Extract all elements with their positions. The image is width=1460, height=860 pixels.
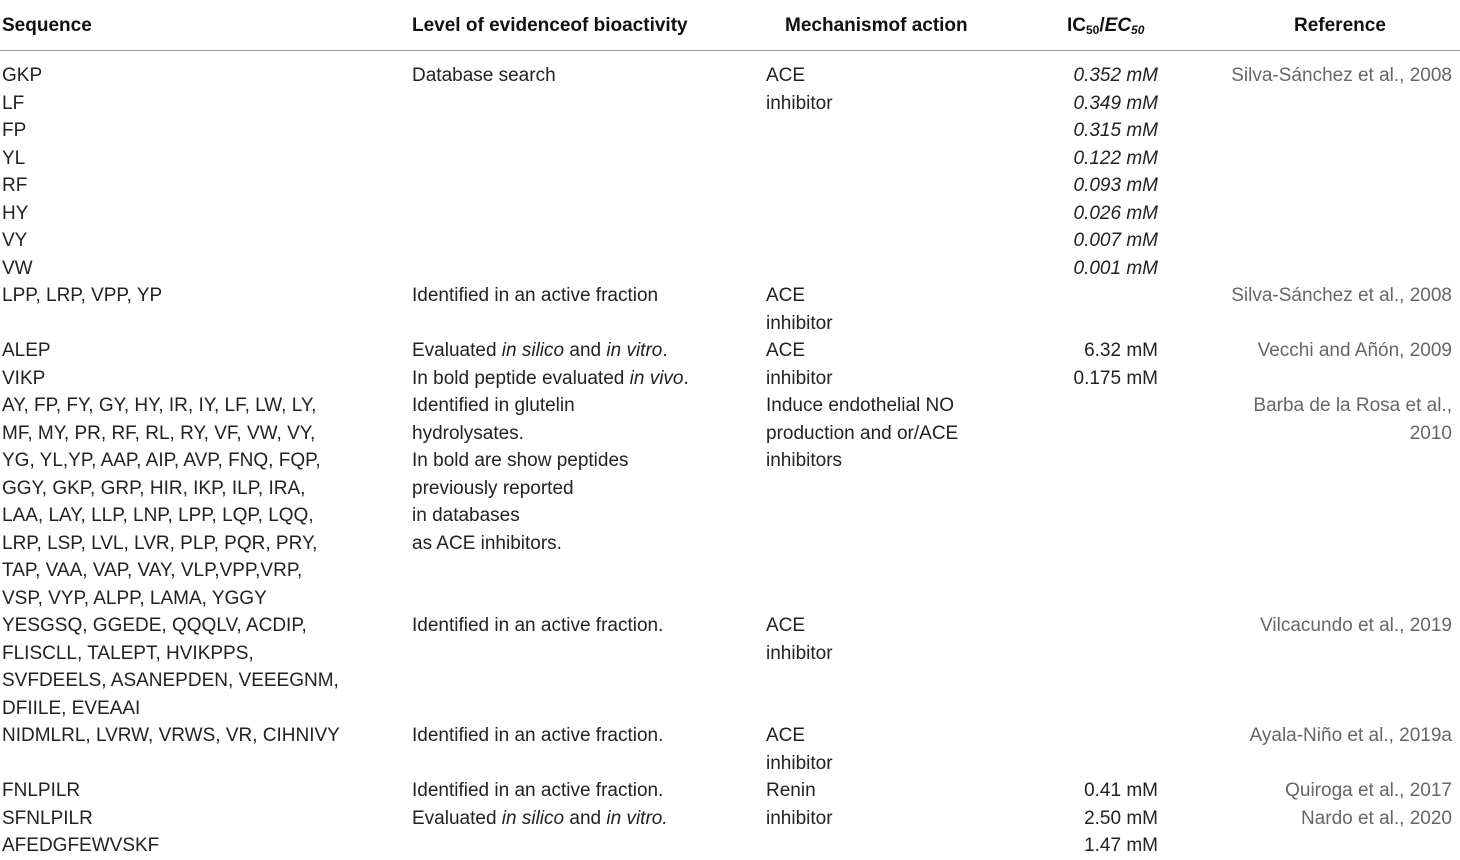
mechanism-cell: ACE xyxy=(766,65,806,86)
mechanism-cell: inhibitors xyxy=(766,450,843,471)
reference-cell: 2010 xyxy=(1409,422,1452,444)
reference-cell: Quiroga et al., 2017 xyxy=(1285,780,1452,801)
header-rule xyxy=(0,50,1460,51)
ic50-cell: 1.47 mM xyxy=(1084,835,1158,856)
text-segment: Evaluated xyxy=(412,340,502,361)
mechanism-cell: ACE xyxy=(766,615,806,636)
sequence-cell: HY xyxy=(2,202,29,224)
sequence-cell: LPP, LRP, VPP, YP xyxy=(2,285,163,306)
ic50-cell: 0.315 mM xyxy=(1073,120,1158,141)
ic50-cell: 0.001 mM xyxy=(1073,257,1158,279)
mechanism-cell: inhibitor xyxy=(766,312,833,334)
mechanism-cell: ACE xyxy=(766,285,806,306)
text-segment: and xyxy=(564,807,607,829)
evidence-cell: in databases xyxy=(412,505,520,526)
ic50-cell: 0.026 mM xyxy=(1073,202,1158,224)
mechanism-cell: inhibitor xyxy=(766,807,833,829)
evidence-cell: In bold are show peptides xyxy=(412,450,629,471)
mechanism-cell: Induce endothelial NO xyxy=(766,395,955,416)
header-mechanism: Mechanismof action xyxy=(785,15,968,36)
reference-cell: Ayala-Niño et al., 2019a xyxy=(1249,725,1452,746)
mechanism-cell: Renin xyxy=(766,780,816,801)
evidence-cell: hydrolysates. xyxy=(412,422,524,444)
sequence-cell: GGY, GKP, GRP, HIR, IKP, ILP, IRA, xyxy=(2,477,306,499)
text-segment: in silico xyxy=(501,807,565,829)
sequence-cell: SVFDEELS, ASANEPDEN, VEEEGNM, xyxy=(2,670,339,691)
ic50-cell: 0.093 mM xyxy=(1073,175,1158,196)
text-segment: in vivo xyxy=(629,367,684,389)
ic50-cell: 6.32 mM xyxy=(1084,340,1158,361)
sequence-cell: YL xyxy=(2,147,26,169)
evidence-cell xyxy=(412,805,668,833)
ic50-cell: 0.007 mM xyxy=(1073,230,1158,251)
ic50-cell: 2.50 mM xyxy=(1084,807,1158,829)
reference-cell: Nardo et al., 2020 xyxy=(1300,807,1452,829)
text-segment: in vitro. xyxy=(606,807,668,829)
text-segment: Evaluated xyxy=(412,807,502,829)
table-header xyxy=(0,0,1460,50)
text-segment: in vitro xyxy=(606,340,663,361)
reference-cell: Vilcacundo et al., 2019 xyxy=(1260,615,1452,636)
ic50-cell: 0.349 mM xyxy=(1073,92,1158,114)
evidence-cell xyxy=(412,365,689,393)
sequence-cell: ALEP xyxy=(2,340,51,361)
text-segment: and xyxy=(564,340,607,361)
sequence-cell: SFNLPILR xyxy=(2,807,93,829)
sequence-cell: VY xyxy=(2,230,28,251)
evidence-cell: Identified in an active fraction xyxy=(412,285,659,306)
sequence-cell: LRP, LSP, LVL, LVR, PLP, PQR, PRY, xyxy=(2,532,318,554)
reference-cell: Silva-Sánchez et al., 2008 xyxy=(1231,285,1452,306)
ic50-cell: 0.41 mM xyxy=(1084,780,1158,801)
sequence-cell: RF xyxy=(2,175,28,196)
text-segment: in silico xyxy=(501,340,565,361)
mechanism-cell: inhibitor xyxy=(766,752,833,774)
sequence-cell: FP xyxy=(2,120,27,141)
evidence-cell: Database search xyxy=(412,65,556,86)
reference-cell: Barba de la Rosa et al., xyxy=(1253,395,1452,416)
reference-cell: Vecchi and Añón, 2009 xyxy=(1257,340,1452,361)
mechanism-cell: ACE xyxy=(766,340,806,361)
sequence-cell: MF, MY, PR, RF, RL, RY, VF, VW, VY, xyxy=(2,422,316,444)
header-sequence: Sequence xyxy=(2,15,92,36)
sequence-cell: LF xyxy=(2,92,25,114)
evidence-cell: Identified in glutelin xyxy=(412,395,575,416)
text-segment: . xyxy=(683,367,689,389)
text-segment: In bold peptide evaluated xyxy=(412,367,630,389)
evidence-cell: Identified in an active fraction. xyxy=(412,725,664,746)
sequence-cell: LAA, LAY, LLP, LNP, LPP, LQP, LQQ, xyxy=(2,505,314,526)
ic50-cell: 0.175 mM xyxy=(1073,367,1158,389)
sequence-cell: AFEDGFEWVSKF xyxy=(2,835,160,856)
mechanism-cell: inhibitor xyxy=(766,92,833,114)
sequence-cell: VW xyxy=(2,257,33,279)
header-ic50-ec50: $IC_{50}/EC_{50}$ xyxy=(1067,15,1145,37)
sequence-cell: DFIILE, EVEAAI xyxy=(2,697,141,719)
mechanism-cell: inhibitor xyxy=(766,642,833,664)
header-evidence: Level of evidenceof bioactivity xyxy=(412,15,688,36)
evidence-cell: previously reported xyxy=(412,477,574,499)
sequence-cell: TAP, VAA, VAP, VAY, VLP,VPP,VRP, xyxy=(2,560,303,581)
sequence-cell: AY, FP, FY, GY, HY, IR, IY, LF, LW, LY, xyxy=(2,395,317,416)
sequence-cell: VSP, VYP, ALPP, LAMA, YGGY xyxy=(2,587,267,609)
sequence-cell: YESGSQ, GGEDE, QQQLV, ACDIP, xyxy=(2,615,307,636)
sequence-cell: FNLPILR xyxy=(2,780,81,801)
mechanism-cell: production and or/ACE xyxy=(766,422,959,444)
mechanism-cell: inhibitor xyxy=(766,367,833,389)
text-segment: . xyxy=(662,340,668,361)
mechanism-cell: ACE xyxy=(766,725,806,746)
evidence-cell: as ACE inhibitors. xyxy=(412,532,562,554)
sequence-cell: FLISCLL, TALEPT, HVIKPPS, xyxy=(2,642,254,664)
sequence-cell: VIKP xyxy=(2,367,46,389)
evidence-cell: Identified in an active fraction. xyxy=(412,780,664,801)
ic50-cell: 0.352 mM xyxy=(1073,65,1158,86)
sequence-cell: NIDMLRL, LVRW, VRWS, VR, CIHNIVY xyxy=(2,725,340,746)
sequence-cell: YG, YL,YP, AAP, AIP, AVP, FNQ, FQP, xyxy=(2,450,321,471)
ic50-cell: 0.122 mM xyxy=(1073,147,1158,169)
sequence-cell: GKP xyxy=(2,65,43,86)
evidence-cell: Identified in an active fraction. xyxy=(412,615,664,636)
evidence-cell xyxy=(412,337,668,365)
reference-cell: Silva-Sánchez et al., 2008 xyxy=(1231,65,1452,86)
header-reference: Reference xyxy=(1294,15,1386,36)
